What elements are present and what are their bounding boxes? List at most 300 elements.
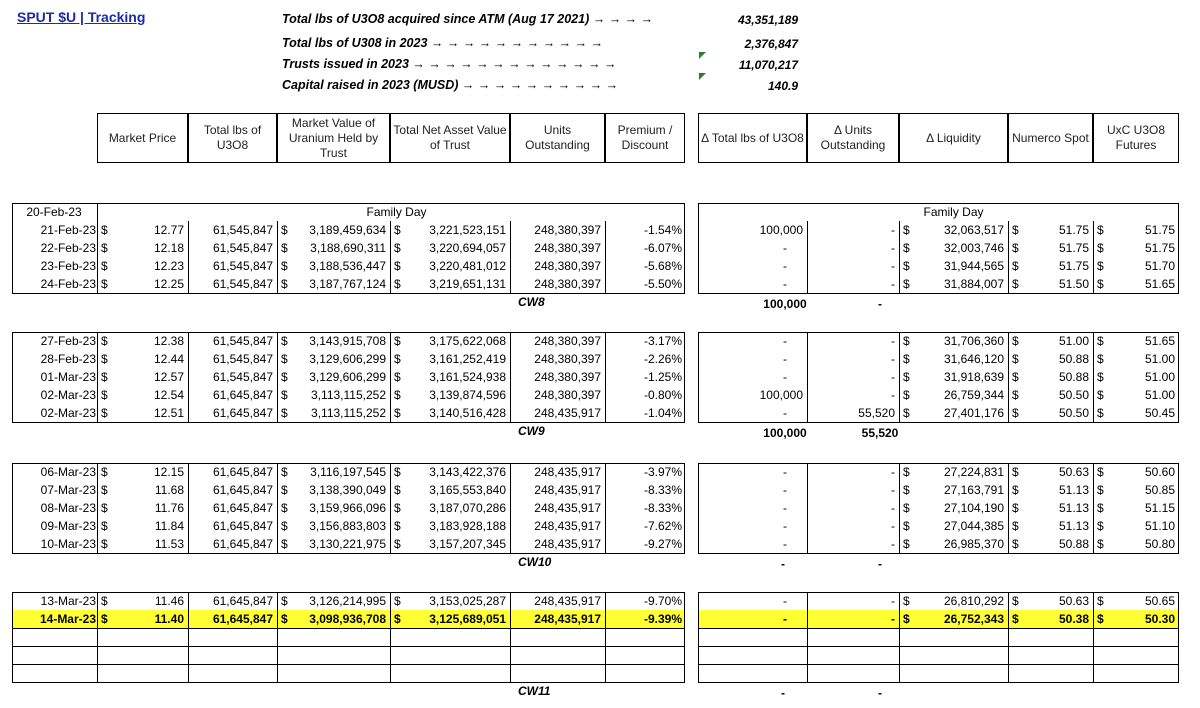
delta-liquidity-cell[interactable]: 27,104,190 (943, 501, 1004, 515)
currency-symbol[interactable]: $ (1012, 519, 1019, 533)
nav-cell[interactable]: 3,125,689,051 (429, 612, 506, 626)
currency-symbol[interactable]: $ (903, 388, 910, 402)
market-price-cell[interactable]: 12.57 (153, 370, 184, 384)
row-date[interactable]: 02-Mar-23 (40, 406, 96, 420)
summary-value-total-lbs-2023: 2,376,847 (744, 37, 798, 51)
numerco-spot-cell[interactable]: 51.13 (1058, 519, 1089, 533)
currency-symbol[interactable]: $ (101, 259, 108, 273)
premium-discount-cell[interactable]: -8.33% (643, 501, 682, 515)
row-date[interactable]: 07-Mar-23 (40, 483, 96, 497)
currency-symbol[interactable]: $ (1012, 259, 1019, 273)
header-numerco-spot: Numerco Spot (1008, 113, 1093, 163)
market-value-cell[interactable]: 3,116,197,545 (310, 465, 386, 479)
currency-symbol[interactable]: $ (281, 370, 288, 384)
market-value-cell[interactable]: 3,098,936,708 (309, 612, 386, 626)
comment-indicator-icon[interactable] (699, 73, 706, 80)
total-lbs-cell[interactable]: 61,545,847 (212, 241, 273, 255)
market-price-cell[interactable]: 12.54 (153, 388, 184, 402)
premium-discount-cell[interactable]: -5.68% (643, 259, 682, 273)
currency-symbol[interactable]: $ (101, 277, 108, 291)
delta-units-cell[interactable]: - (891, 483, 895, 497)
currency-symbol[interactable]: $ (1012, 223, 1019, 237)
currency-symbol[interactable]: $ (394, 406, 401, 420)
delta-liquidity-cell[interactable]: 32,063,517 (943, 223, 1004, 237)
units-outstanding-cell[interactable]: 248,435,917 (534, 612, 601, 626)
currency-symbol[interactable]: $ (903, 223, 910, 237)
currency-symbol[interactable]: $ (281, 223, 288, 237)
currency-symbol[interactable]: $ (1012, 388, 1019, 402)
delta-liquidity-cell[interactable]: 31,646,120 (943, 352, 1004, 366)
total-lbs-cell[interactable]: 61,545,847 (212, 259, 273, 273)
market-value-cell[interactable]: 3,113,115,252 (311, 388, 386, 402)
row-date[interactable]: 13-Mar-23 (40, 594, 96, 608)
market-value-cell[interactable]: 3,126,214,995 (309, 594, 386, 608)
total-lbs-cell[interactable]: 61,645,847 (212, 612, 273, 626)
units-outstanding-cell[interactable]: 248,435,917 (534, 465, 601, 479)
market-price-cell[interactable]: 11.46 (154, 594, 184, 608)
premium-discount-cell[interactable]: -6.07% (643, 241, 682, 255)
premium-discount-cell[interactable]: -1.25% (643, 370, 682, 384)
currency-symbol[interactable]: $ (1097, 612, 1104, 626)
uxc-futures-cell[interactable]: 51.70 (1144, 259, 1175, 273)
delta-units-cell[interactable]: - (891, 241, 895, 255)
currency-symbol[interactable]: $ (281, 483, 288, 497)
currency-symbol[interactable]: $ (101, 370, 108, 384)
currency-symbol[interactable]: $ (903, 259, 910, 273)
currency-symbol[interactable]: $ (903, 406, 910, 420)
total-lbs-cell[interactable]: 61,545,847 (212, 223, 273, 237)
row-date[interactable]: 14-Mar-23 (39, 612, 96, 626)
header-total-lbs: Total lbs of U3O8 (188, 113, 277, 163)
uxc-futures-cell[interactable]: 51.65 (1144, 334, 1175, 348)
currency-symbol[interactable]: $ (903, 612, 910, 626)
currency-symbol[interactable]: $ (394, 352, 401, 366)
total-lbs-cell[interactable]: 61,645,847 (212, 537, 273, 551)
uxc-futures-cell[interactable]: 51.00 (1144, 352, 1175, 366)
total-lbs-cell[interactable]: 61,645,847 (212, 519, 273, 533)
total-lbs-cell[interactable]: 61,545,847 (212, 334, 273, 348)
currency-symbol[interactable]: $ (394, 465, 401, 479)
currency-symbol[interactable]: $ (101, 465, 108, 479)
row-date[interactable]: 06-Mar-23 (40, 465, 96, 479)
currency-symbol[interactable]: $ (1012, 483, 1019, 497)
currency-symbol[interactable]: $ (281, 406, 288, 420)
premium-discount-cell[interactable]: -3.97% (643, 465, 682, 479)
total-lbs-cell[interactable]: 61,645,847 (212, 501, 273, 515)
numerco-spot-cell[interactable]: 50.50 (1058, 406, 1089, 420)
premium-discount-cell[interactable]: -5.50% (643, 277, 682, 291)
market-value-cell[interactable]: 3,189,459,634 (309, 223, 386, 237)
market-price-cell[interactable]: 11.76 (154, 501, 184, 515)
currency-symbol[interactable]: $ (903, 334, 910, 348)
currency-symbol[interactable]: $ (394, 501, 401, 515)
market-price-cell[interactable]: 12.23 (153, 259, 184, 273)
currency-symbol[interactable]: $ (281, 537, 288, 551)
premium-discount-cell[interactable]: -9.70% (643, 594, 682, 608)
premium-discount-cell[interactable]: -8.33% (643, 483, 682, 497)
premium-discount-cell[interactable]: -3.17% (643, 334, 682, 348)
delta-units-cell[interactable]: - (891, 370, 895, 384)
market-price-cell[interactable]: 11.84 (154, 519, 184, 533)
delta-lbs-cell[interactable]: 100,000 (759, 388, 803, 402)
units-outstanding-cell[interactable]: 248,380,397 (534, 334, 601, 348)
delta-units-cell[interactable]: 55,520 (858, 406, 895, 420)
currency-symbol[interactable]: $ (1097, 406, 1104, 420)
market-value-cell[interactable]: 3,188,690,311 (310, 241, 386, 255)
delta-lbs-cell[interactable]: - (783, 370, 787, 384)
premium-discount-cell[interactable]: -9.27% (643, 537, 682, 551)
premium-discount-cell[interactable]: -1.04% (643, 406, 682, 420)
delta-units-cell[interactable]: - (891, 537, 895, 551)
total-lbs-cell[interactable]: 61,645,847 (212, 465, 273, 479)
column-divider (899, 332, 900, 422)
total-lbs-cell[interactable]: 61,545,847 (212, 352, 273, 366)
currency-symbol[interactable]: $ (281, 501, 288, 515)
nav-cell[interactable]: 3,220,481,012 (429, 259, 506, 273)
nav-cell[interactable]: 3,139,874,596 (429, 388, 506, 402)
market-value-cell[interactable]: 3,138,390,049 (309, 483, 386, 497)
currency-symbol[interactable]: $ (903, 537, 910, 551)
market-price-cell[interactable]: 12.18 (153, 241, 184, 255)
units-outstanding-cell[interactable]: 248,435,917 (534, 519, 601, 533)
premium-discount-cell[interactable]: -9.39% (643, 612, 682, 626)
nav-cell[interactable]: 3,165,553,840 (429, 483, 506, 497)
market-price-cell[interactable]: 12.77 (153, 223, 184, 237)
currency-symbol[interactable]: $ (281, 259, 288, 273)
market-price-cell[interactable]: 11.40 (154, 612, 184, 626)
nav-cell[interactable]: 3,175,622,068 (429, 334, 506, 348)
currency-symbol[interactable]: $ (1012, 370, 1019, 384)
row-date[interactable]: 23-Feb-23 (40, 259, 96, 273)
total-lbs-cell[interactable]: 61,545,847 (212, 277, 273, 291)
nav-cell[interactable]: 3,220,694,057 (429, 241, 506, 255)
currency-symbol[interactable]: $ (394, 483, 401, 497)
numerco-spot-cell[interactable]: 51.00 (1058, 334, 1089, 348)
currency-symbol[interactable]: $ (281, 352, 288, 366)
currency-symbol[interactable]: $ (101, 594, 108, 608)
uxc-futures-cell[interactable]: 50.45 (1144, 406, 1175, 420)
currency-symbol[interactable]: $ (1097, 388, 1104, 402)
currency-symbol[interactable]: $ (1012, 334, 1019, 348)
uxc-futures-cell[interactable]: 50.80 (1144, 537, 1175, 551)
total-lbs-cell[interactable]: 61,645,847 (212, 388, 273, 402)
delta-units-cell[interactable]: - (891, 465, 895, 479)
currency-symbol[interactable]: $ (1097, 277, 1104, 291)
units-outstanding-cell[interactable]: 248,380,397 (534, 352, 601, 366)
holiday-label[interactable]: Family Day (923, 205, 984, 219)
uxc-futures-cell[interactable]: 51.00 (1144, 388, 1175, 402)
market-value-cell[interactable]: 3,188,536,447 (309, 259, 386, 273)
row-date[interactable]: 24-Feb-23 (40, 277, 96, 291)
currency-symbol[interactable]: $ (1012, 241, 1019, 255)
currency-symbol[interactable]: $ (394, 277, 401, 291)
nav-cell[interactable]: 3,183,928,188 (429, 519, 506, 533)
market-price-cell[interactable]: 12.44 (153, 352, 184, 366)
currency-symbol[interactable]: $ (1097, 334, 1104, 348)
units-outstanding-cell[interactable]: 248,380,397 (534, 223, 601, 237)
currency-symbol[interactable]: $ (281, 277, 288, 291)
currency-symbol[interactable]: $ (903, 483, 910, 497)
delta-liquidity-cell[interactable]: 27,401,176 (943, 406, 1004, 420)
market-value-cell[interactable]: 3,130,221,975 (309, 537, 386, 551)
uxc-futures-cell[interactable]: 50.65 (1144, 594, 1175, 608)
currency-symbol[interactable]: $ (903, 501, 910, 515)
nav-cell[interactable]: 3,143,422,376 (429, 465, 506, 479)
uxc-futures-cell[interactable]: 51.65 (1144, 277, 1175, 291)
units-outstanding-cell[interactable]: 248,435,917 (534, 594, 601, 608)
row-date[interactable]: 09-Mar-23 (40, 519, 96, 533)
currency-symbol[interactable]: $ (1097, 259, 1104, 273)
row-date[interactable]: 21-Feb-23 (40, 223, 96, 237)
currency-symbol[interactable]: $ (1012, 537, 1019, 551)
delta-liquidity-cell[interactable]: 26,985,370 (943, 537, 1004, 551)
uxc-futures-cell[interactable]: 51.00 (1144, 370, 1175, 384)
currency-symbol[interactable]: $ (281, 334, 288, 348)
delta-units-cell[interactable]: - (891, 352, 895, 366)
premium-discount-cell[interactable]: -2.26% (643, 352, 682, 366)
market-value-cell[interactable]: 3,187,767,124 (309, 277, 386, 291)
market-price-cell[interactable]: 12.25 (153, 277, 184, 291)
currency-symbol[interactable]: $ (394, 241, 401, 255)
numerco-spot-cell[interactable]: 50.88 (1058, 370, 1089, 384)
delta-lbs-cell[interactable]: - (783, 612, 787, 626)
units-outstanding-cell[interactable]: 248,380,397 (534, 277, 601, 291)
row-date[interactable]: 22-Feb-23 (40, 241, 96, 255)
currency-symbol[interactable]: $ (101, 241, 108, 255)
numerco-spot-cell[interactable]: 50.50 (1058, 388, 1089, 402)
currency-symbol[interactable]: $ (394, 259, 401, 273)
row-date[interactable]: 08-Mar-23 (40, 501, 96, 515)
delta-lbs-cell[interactable]: - (783, 537, 787, 551)
numerco-spot-cell[interactable]: 51.13 (1058, 483, 1089, 497)
currency-symbol[interactable]: $ (1097, 537, 1104, 551)
total-lbs-cell[interactable]: 61,545,847 (212, 370, 273, 384)
delta-lbs-cell[interactable]: - (783, 501, 787, 515)
market-value-cell[interactable]: 3,129,606,299 (309, 370, 386, 384)
row-date[interactable]: 20-Feb-23 (26, 205, 82, 219)
uxc-futures-cell[interactable]: 51.15 (1144, 501, 1175, 515)
currency-symbol[interactable]: $ (394, 594, 401, 608)
numerco-spot-cell[interactable]: 51.13 (1058, 501, 1089, 515)
delta-lbs-cell[interactable]: - (783, 241, 787, 255)
delta-lbs-cell[interactable]: - (783, 259, 787, 273)
currency-symbol[interactable]: $ (1012, 277, 1019, 291)
delta-units-cell[interactable]: - (891, 259, 895, 273)
currency-symbol[interactable]: $ (394, 519, 401, 533)
delta-lbs-cell[interactable]: - (783, 277, 787, 291)
currency-symbol[interactable]: $ (394, 334, 401, 348)
numerco-spot-cell[interactable]: 50.88 (1058, 352, 1089, 366)
delta-units-cell[interactable]: - (891, 388, 895, 402)
delta-liquidity-cell[interactable]: 32,003,746 (943, 241, 1004, 255)
currency-symbol[interactable]: $ (101, 352, 108, 366)
uxc-futures-cell[interactable]: 50.60 (1144, 465, 1175, 479)
numerco-spot-cell[interactable]: 50.88 (1058, 537, 1089, 551)
currency-symbol[interactable]: $ (1097, 594, 1104, 608)
delta-units-cell[interactable]: - (891, 223, 895, 237)
currency-symbol[interactable]: $ (394, 612, 401, 626)
units-outstanding-cell[interactable]: 248,435,917 (534, 483, 601, 497)
currency-symbol[interactable]: $ (281, 465, 288, 479)
total-lbs-cell[interactable]: 61,645,847 (212, 406, 273, 420)
currency-symbol[interactable]: $ (1097, 352, 1104, 366)
currency-symbol[interactable]: $ (281, 241, 288, 255)
nav-cell[interactable]: 3,161,524,938 (429, 370, 506, 384)
delta-units-cell[interactable]: - (891, 277, 895, 291)
delta-lbs-cell[interactable]: - (783, 519, 787, 533)
delta-liquidity-cell[interactable]: 31,884,007 (943, 277, 1004, 291)
premium-discount-cell[interactable]: -7.62% (643, 519, 682, 533)
currency-symbol[interactable]: $ (903, 465, 910, 479)
page-title[interactable]: SPUT $U | Tracking (17, 9, 146, 25)
delta-liquidity-cell[interactable]: 31,944,565 (943, 259, 1004, 273)
numerco-spot-cell[interactable]: 50.63 (1058, 594, 1089, 608)
uxc-futures-cell[interactable]: 50.30 (1144, 612, 1175, 626)
delta-lbs-cell[interactable]: - (783, 483, 787, 497)
units-outstanding-cell[interactable]: 248,435,917 (534, 501, 601, 515)
currency-symbol[interactable]: $ (281, 519, 288, 533)
delta-units-cell[interactable]: - (891, 612, 895, 626)
currency-symbol[interactable]: $ (903, 241, 910, 255)
currency-symbol[interactable]: $ (903, 352, 910, 366)
total-lbs-cell[interactable]: 61,645,847 (212, 594, 273, 608)
delta-units-cell[interactable]: - (891, 334, 895, 348)
currency-symbol[interactable]: $ (1012, 465, 1019, 479)
units-outstanding-cell[interactable]: 248,380,397 (534, 370, 601, 384)
nav-cell[interactable]: 3,221,523,151 (429, 223, 506, 237)
currency-symbol[interactable]: $ (394, 537, 401, 551)
market-price-cell[interactable]: 12.51 (153, 406, 184, 420)
market-value-cell[interactable]: 3,156,883,803 (309, 519, 386, 533)
row-date[interactable]: 02-Mar-23 (40, 388, 96, 402)
currency-symbol[interactable]: $ (1097, 519, 1104, 533)
currency-symbol[interactable]: $ (903, 370, 910, 384)
currency-symbol[interactable]: $ (394, 223, 401, 237)
currency-symbol[interactable]: $ (1097, 501, 1104, 515)
uxc-futures-cell[interactable]: 51.10 (1144, 519, 1175, 533)
nav-cell[interactable]: 3,219,651,131 (429, 277, 506, 291)
numerco-spot-cell[interactable]: 50.63 (1058, 465, 1089, 479)
market-value-cell[interactable]: 3,143,915,708 (309, 334, 386, 348)
delta-lbs-cell[interactable]: 100,000 (759, 223, 803, 237)
holiday-label[interactable]: Family Day (366, 205, 427, 219)
summary-label-trusts-issued-2023: Trusts issued in 2023 → → → → → → → → → → → → → (282, 57, 617, 71)
row-date[interactable]: 27-Feb-23 (40, 334, 96, 348)
market-value-cell[interactable]: 3,159,966,096 (309, 501, 386, 515)
delta-units-cell[interactable]: - (891, 594, 895, 608)
delta-liquidity-cell[interactable]: 27,224,831 (943, 465, 1004, 479)
currency-symbol[interactable]: $ (101, 483, 108, 497)
row-date[interactable]: 01-Mar-23 (40, 370, 96, 384)
premium-discount-cell[interactable]: -1.54% (643, 223, 682, 237)
market-price-cell[interactable]: 12.38 (153, 334, 184, 348)
currency-symbol[interactable]: $ (281, 388, 288, 402)
market-value-cell[interactable]: 3,113,115,252 (311, 406, 386, 420)
currency-symbol[interactable]: $ (1012, 406, 1019, 420)
nav-cell[interactable]: 3,140,516,428 (429, 406, 506, 420)
currency-symbol[interactable]: $ (1012, 501, 1019, 515)
numerco-spot-cell[interactable]: 51.75 (1058, 223, 1089, 237)
currency-symbol[interactable]: $ (101, 501, 108, 515)
delta-liquidity-cell[interactable]: 26,810,292 (943, 594, 1004, 608)
comment-indicator-icon[interactable] (699, 52, 706, 59)
currency-symbol[interactable]: $ (1012, 352, 1019, 366)
row-date[interactable]: 10-Mar-23 (40, 537, 96, 551)
units-outstanding-cell[interactable]: 248,380,397 (534, 388, 601, 402)
currency-symbol[interactable]: $ (101, 388, 108, 402)
delta-liquidity-cell[interactable]: 31,706,360 (943, 334, 1004, 348)
numerco-spot-cell[interactable]: 50.38 (1058, 612, 1089, 626)
currency-symbol[interactable]: $ (394, 370, 401, 384)
nav-cell[interactable]: 3,161,252,419 (429, 352, 506, 366)
currency-symbol[interactable]: $ (394, 388, 401, 402)
currency-symbol[interactable]: $ (1097, 483, 1104, 497)
delta-liquidity-cell[interactable]: 27,163,791 (943, 483, 1004, 497)
currency-symbol[interactable]: $ (1097, 370, 1104, 384)
units-outstanding-cell[interactable]: 248,435,917 (534, 406, 601, 420)
market-price-cell[interactable]: 11.68 (154, 483, 184, 497)
delta-units-cell[interactable]: - (891, 519, 895, 533)
currency-symbol[interactable]: $ (1097, 465, 1104, 479)
currency-symbol[interactable]: $ (281, 612, 288, 626)
premium-discount-cell[interactable]: -0.80% (643, 388, 682, 402)
total-lbs-cell[interactable]: 61,645,847 (212, 483, 273, 497)
currency-symbol[interactable]: $ (903, 519, 910, 533)
delta-liquidity-cell[interactable]: 26,759,344 (943, 388, 1004, 402)
units-outstanding-cell[interactable]: 248,380,397 (534, 259, 601, 273)
currency-symbol[interactable]: $ (903, 277, 910, 291)
units-outstanding-cell[interactable]: 248,435,917 (534, 537, 601, 551)
currency-symbol[interactable]: $ (101, 519, 108, 533)
delta-lbs-cell[interactable]: - (783, 334, 787, 348)
currency-symbol[interactable]: $ (101, 612, 108, 626)
numerco-spot-cell[interactable]: 51.75 (1058, 259, 1089, 273)
delta-lbs-cell[interactable]: - (783, 406, 787, 420)
currency-symbol[interactable]: $ (101, 537, 108, 551)
market-price-cell[interactable]: 12.15 (153, 465, 184, 479)
nav-cell[interactable]: 3,153,025,287 (429, 594, 506, 608)
delta-lbs-cell[interactable]: - (783, 465, 787, 479)
week-sum-delta-lbs: 100,000 (763, 297, 807, 311)
currency-symbol[interactable]: $ (101, 223, 108, 237)
currency-symbol[interactable]: $ (1012, 594, 1019, 608)
currency-symbol[interactable]: $ (1097, 241, 1104, 255)
delta-units-cell[interactable]: - (891, 501, 895, 515)
market-price-cell[interactable]: 11.53 (154, 537, 184, 551)
currency-symbol[interactable]: $ (903, 594, 910, 608)
units-outstanding-cell[interactable]: 248,380,397 (534, 241, 601, 255)
nav-cell[interactable]: 3,187,070,286 (429, 501, 506, 515)
currency-symbol[interactable]: $ (1012, 612, 1019, 626)
nav-cell[interactable]: 3,157,207,345 (429, 537, 506, 551)
numerco-spot-cell[interactable]: 51.50 (1058, 277, 1089, 291)
uxc-futures-cell[interactable]: 51.75 (1144, 241, 1175, 255)
uxc-futures-cell[interactable]: 51.75 (1144, 223, 1175, 237)
numerco-spot-cell[interactable]: 51.75 (1058, 241, 1089, 255)
currency-symbol[interactable]: $ (101, 334, 108, 348)
delta-lbs-cell[interactable]: - (783, 352, 787, 366)
delta-liquidity-cell[interactable]: 27,044,385 (943, 519, 1004, 533)
delta-lbs-cell[interactable]: - (783, 594, 787, 608)
currency-symbol[interactable]: $ (281, 594, 288, 608)
uxc-futures-cell[interactable]: 50.85 (1144, 483, 1175, 497)
delta-liquidity-cell[interactable]: 26,752,343 (943, 612, 1004, 626)
currency-symbol[interactable]: $ (101, 406, 108, 420)
market-value-cell[interactable]: 3,129,606,299 (309, 352, 386, 366)
row-date[interactable]: 28-Feb-23 (40, 352, 96, 366)
currency-symbol[interactable]: $ (1097, 223, 1104, 237)
delta-liquidity-cell[interactable]: 31,918,639 (943, 370, 1004, 384)
